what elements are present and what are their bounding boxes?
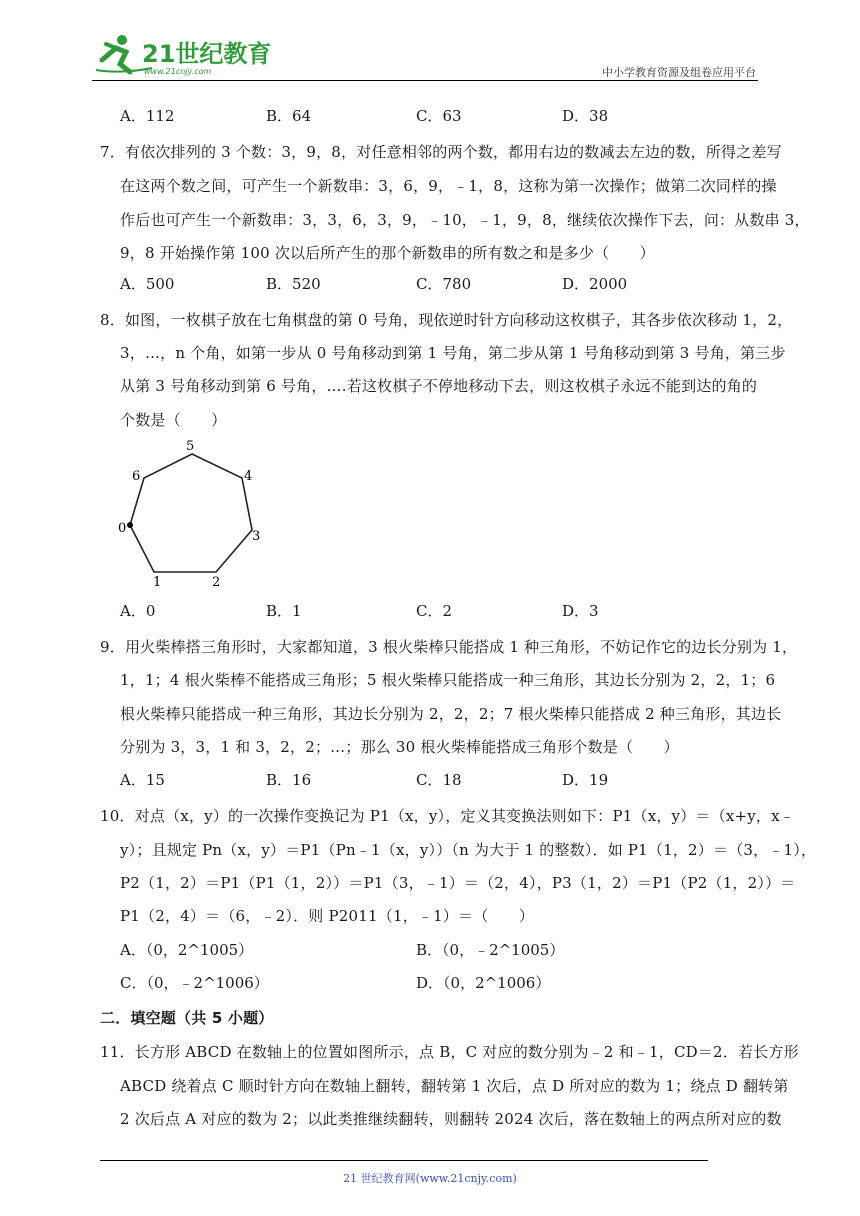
q10-option-d: D．（0，2^1006） bbox=[416, 974, 551, 992]
q7-option-d: D．2000 bbox=[562, 275, 628, 293]
q7-option-a: A．500 bbox=[120, 275, 175, 293]
q6-option-d: D．38 bbox=[562, 107, 609, 125]
q10-line-3: P2（1，2）＝P1（P1（1，2））＝P1（3，﹣1）＝（2，4），P3（1，2）＝P1（P2（1，2））＝ bbox=[120, 874, 796, 892]
q9-option-b: B．16 bbox=[266, 771, 312, 789]
q6-option-a: A．112 bbox=[120, 107, 175, 125]
vertex-label-1: 1 bbox=[153, 575, 162, 590]
q10-option-b: B．（0，﹣2^1005） bbox=[416, 941, 565, 959]
q8-line-4: 个数是（ ） bbox=[120, 411, 227, 429]
header-platform-name: 中小学教育资源及组卷应用平台 bbox=[602, 66, 756, 79]
q8-line-3: 从第 3 号角移动到第 6 号角，….若这枚棋子不停地移动下去，则这枚棋子永远不能到达的角的 bbox=[120, 377, 758, 395]
q9-line-2: 1，1；4 根火柴棒不能搭成三角形；5 根火柴棒只能搭成一种三角形，其边长分别为 2，2，1；6 bbox=[120, 671, 776, 689]
q9-option-c: C．18 bbox=[416, 771, 462, 789]
q9-line-4: 分别为 3，3，1 和 3，2，2；…；那么 30 根火柴棒能搭成三角形个数是（ ） bbox=[120, 738, 679, 756]
q11-line-3: 2 次后点 A 对应的数为 2；以此类推继续翻转，则翻转 2024 次后，落在数轴上的两点所对应的数 bbox=[120, 1110, 782, 1128]
heptagon-outline bbox=[130, 454, 252, 572]
header-divider bbox=[92, 80, 758, 81]
logo-text: 21世纪教育 bbox=[142, 40, 272, 68]
vertex-label-2: 2 bbox=[212, 575, 221, 590]
q8-line-1: 8．如图，一枚棋子放在七角棋盘的第 0 号角，现依逆时针方向移动这枚棋子，其各步依次移动 1，2， bbox=[100, 311, 793, 329]
site-logo bbox=[92, 30, 272, 80]
q10-option-c: C．（0，﹣2^1006） bbox=[120, 974, 269, 992]
q9-line-3: 根火柴棒只能搭成一种三角形，其边长分别为 2，2，2；7 根火柴棒只能搭成 2 种三角形，其边长 bbox=[120, 705, 782, 723]
q11-line-1: 11．长方形 ABCD 在数轴上的位置如图所示，点 B，C 对应的数分别为﹣2 和﹣1，CD＝2．若长方形 bbox=[100, 1043, 799, 1061]
q9-line-1: 9．用火柴棒搭三角形时，大家都知道，3 根火柴棒只能搭成 1 种三角形，不妨记作它的边长分别为 1， bbox=[100, 638, 798, 656]
q10-option-a: A．（0，2^1005） bbox=[120, 941, 254, 959]
vertex-label-5: 5 bbox=[186, 439, 195, 454]
footer-divider bbox=[100, 1160, 708, 1161]
q8-option-a: A．0 bbox=[120, 602, 156, 620]
chess-piece-dot bbox=[127, 522, 133, 528]
q11-line-2: ABCD 绕着点 C 顺时针方向在数轴上翻转，翻转第 1 次后，点 D 所对应的数为 1；绕点 D 翻转第 bbox=[120, 1077, 789, 1095]
logo-url: www.21cnjy.com bbox=[144, 67, 212, 76]
vertex-label-3: 3 bbox=[252, 529, 261, 544]
q7-line-4: 9，8 开始操作第 100 次以后所产生的那个新数串的所有数之和是多少（ ） bbox=[120, 244, 655, 262]
q10-line-1: 10．对点（x，y）的一次操作变换记为 P1（x，y），定义其变换法则如下：P1（x，y）＝（x+y，x﹣ bbox=[100, 807, 795, 825]
q10-line-2: y）；且规定 Pn（x，y）＝P1（Pn﹣1（x，y））（n 为大于 1 的整数）．如 P1（1，2）＝（3，﹣1）， bbox=[120, 841, 817, 859]
q7-option-c: C．780 bbox=[416, 275, 472, 293]
q8-option-c: C．2 bbox=[416, 602, 453, 620]
q10-line-4: P1（2，4）＝（6，﹣2）．则 P2011（1，﹣1）＝（ ） bbox=[120, 907, 535, 925]
q8-option-d: D．3 bbox=[562, 602, 599, 620]
footer-site-link[interactable]: 21 世纪教育网(www.21cnjy.com) bbox=[343, 1172, 517, 1185]
q9-option-d: D．19 bbox=[562, 771, 609, 789]
section-heading-fill-in: 二．填空题（共 5 小题） bbox=[100, 1009, 274, 1027]
q9-option-a: A．15 bbox=[120, 771, 165, 789]
vertex-label-0: 0 bbox=[118, 521, 127, 536]
vertex-label-6: 6 bbox=[132, 469, 141, 484]
q7-line-1: 7．有依次排列的 3 个数：3，9，8，对任意相邻的两个数，都用右边的数减去左边的数，所得之差写 bbox=[100, 143, 782, 161]
q7-line-3: 作后也可产生一个新数串：3，3，6，3，9，﹣10，﹣1，9，8，继续依次操作下去，问：从数串 3， bbox=[120, 211, 810, 229]
q6-option-c: C．63 bbox=[416, 107, 462, 125]
q8-option-b: B．1 bbox=[266, 602, 302, 620]
vertex-label-4: 4 bbox=[244, 469, 253, 484]
q7-option-b: B．520 bbox=[266, 275, 321, 293]
q6-option-b: B．64 bbox=[266, 107, 312, 125]
q8-line-2: 3，…，n 个角，如第一步从 0 号角移动到第 1 号角，第二步从第 1 号角移动到第 3 号角，第三步 bbox=[120, 344, 786, 362]
heptagon-board-figure bbox=[108, 436, 278, 596]
q7-line-2: 在这两个数之间，可产生一个新数串：3，6，9，﹣1，8，这称为第一次操作；做第二次同样的操 bbox=[120, 177, 777, 195]
